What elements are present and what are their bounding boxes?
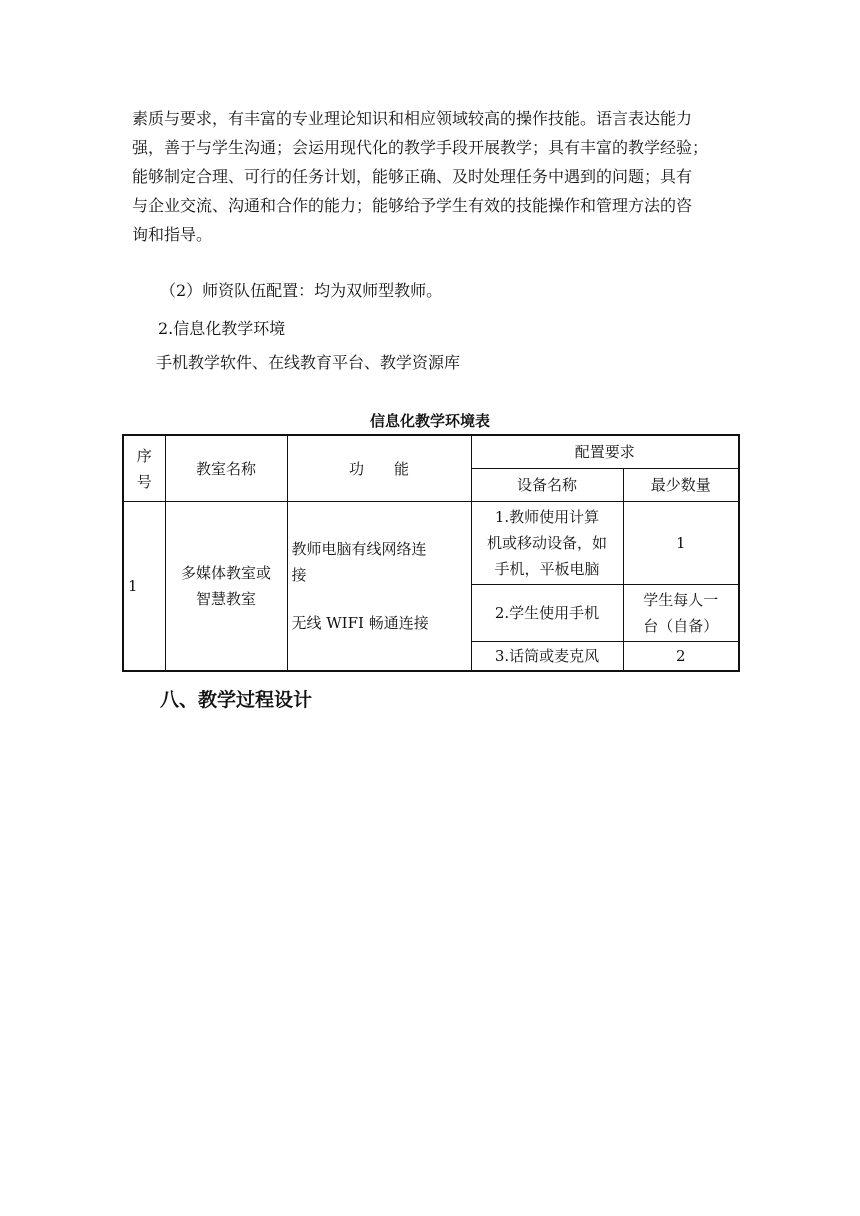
device-name-cell: 2.学生使用手机: [471, 585, 623, 642]
device-name-line: 机或移动设备，如: [486, 534, 607, 552]
function-line: 接: [291, 566, 307, 584]
table-header-row: [123, 435, 739, 469]
environment-table: [122, 434, 740, 672]
section-heading-2: 2.信息化教学环境: [158, 319, 286, 338]
table-row: [123, 502, 739, 585]
row-function: [287, 502, 471, 672]
paragraph-line: 能够制定合理、可行的任务计划，能够正确、及时处理任务中遇到的问题；具有: [132, 167, 693, 186]
device-name-cell: 3.话筒或麦克风: [471, 642, 623, 672]
header-index-bottom: 号: [136, 472, 152, 491]
teacher-config-item: （2）师资队伍配置：均为双师型教师。: [160, 281, 443, 300]
header-device-name: 设备名称: [471, 469, 623, 502]
function-line: 教师电脑有线网络连: [291, 540, 427, 558]
header-min-qty: 最少数量: [623, 469, 739, 502]
device-qty-cell: 2: [623, 642, 739, 672]
device-qty-cell: [623, 585, 739, 642]
device-qty-cell: 1: [623, 502, 739, 585]
paragraph-line: 与企业交流、沟通和合作的能力；能够给予学生有效的技能操作和管理方法的咨: [132, 196, 693, 215]
header-index-top: 序: [136, 446, 152, 465]
row-index: 1: [123, 502, 165, 672]
device-name-line: 手机，平板电脑: [494, 560, 600, 578]
body-paragraph: [132, 104, 732, 249]
header-function: 功 能: [287, 435, 471, 502]
paragraph-line: 询和指导。: [132, 225, 213, 244]
section-heading-8: 八、教学过程设计: [160, 689, 313, 711]
qty-line: 学生每人一: [643, 591, 719, 609]
paragraph-line: 强，善于与学生沟通；会运用现代化的教学手段开展教学；具有丰富的教学经验；: [132, 138, 709, 157]
function-line: 无线 WIFI 畅通连接: [291, 614, 429, 632]
header-config: 配置要求: [471, 435, 739, 469]
qty-line: 台（自备）: [643, 617, 719, 635]
room-name-line: 多媒体教室或: [180, 564, 271, 582]
room-name-line: 智慧教室: [195, 590, 256, 608]
device-name-cell: [471, 502, 623, 585]
paragraph-line: 素质与要求，有丰富的专业理论知识和相应领域较高的操作技能。语言表达能力: [132, 109, 693, 128]
section-2-body: 手机教学软件、在线教育平台、教学资源库: [156, 353, 461, 372]
device-name-line: 1.教师使用计算: [494, 508, 600, 526]
table-title: 信息化教学环境表: [369, 412, 490, 430]
header-room-name: 教室名称: [165, 435, 287, 502]
row-room-name: [165, 502, 287, 672]
header-index: [123, 435, 165, 502]
